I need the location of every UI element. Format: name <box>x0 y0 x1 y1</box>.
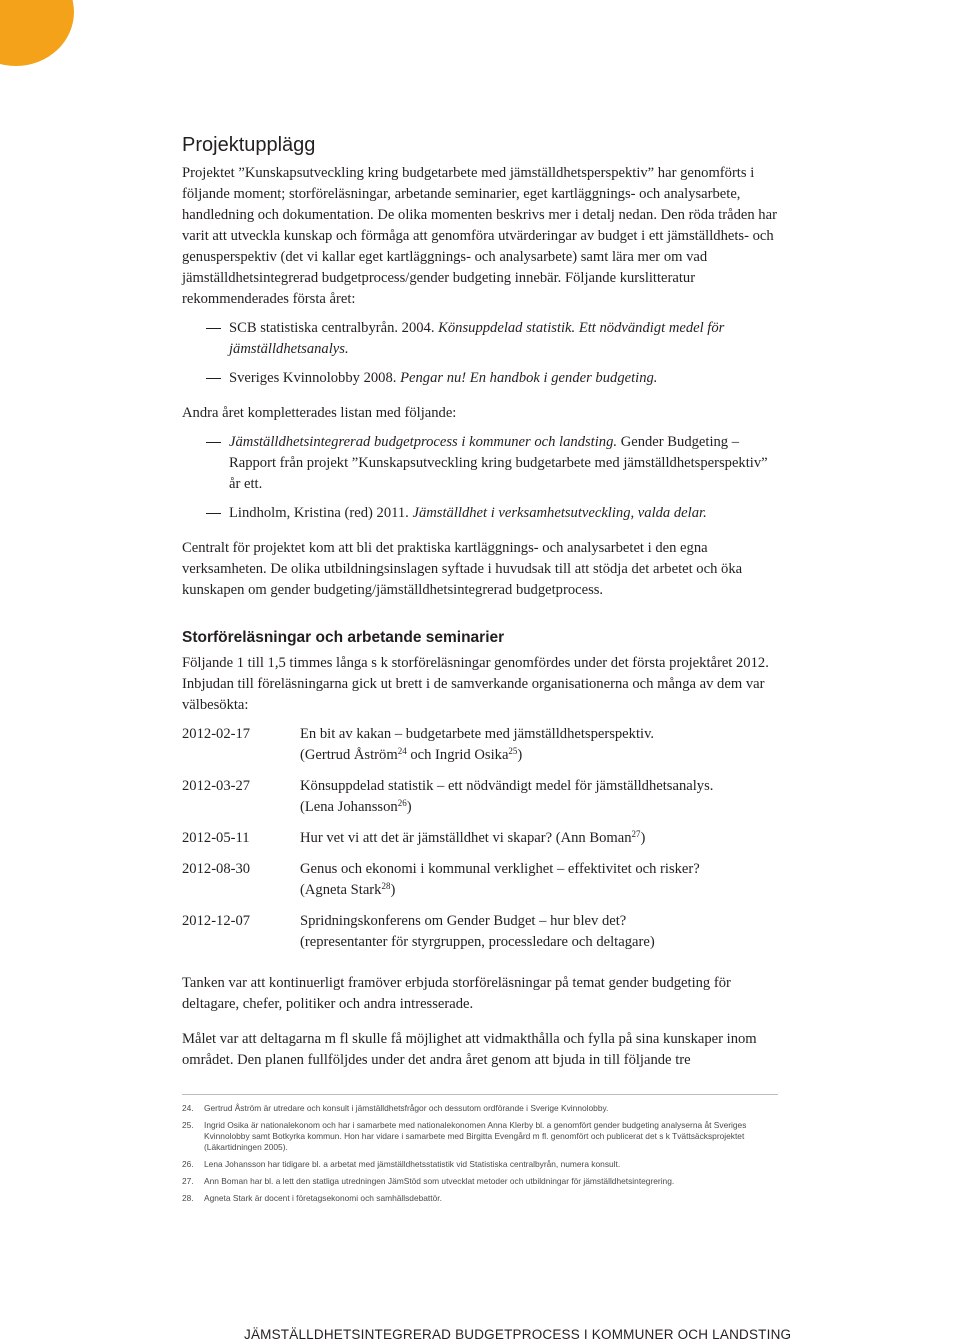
lecture-entry <box>182 911 778 953</box>
section-title: Projektupplägg <box>182 134 316 156</box>
footnote-number: 24. <box>182 1103 194 1113</box>
footnote-text: Ingrid Osika är nationalekonom och har i samarbete med nationalekonomen Anna Klerby bl. a genomfört gender budgeting analyserna åt Sveriges Kvinnolobby samt Botkyrka kommun. Hon har vidare i samarbete med Birgitta Evengård m fl. genomfört och publicerat det s k Tvättsäcksprojektet (Läkartidningen 2005). <box>204 1120 747 1152</box>
footnotes <box>182 1103 782 1210</box>
footnote <box>182 1103 782 1114</box>
lecture-title: Spridningskonferens om Gender Budget – hur blev det? <box>300 913 627 929</box>
footnote-divider <box>182 1094 778 1095</box>
central-paragraph: Centralt för projektet kom att bli det praktiska kartläggnings- och analysarbetet i den egna verksamheten. De olika utbildningsinslagen syftade i huvudsak till att stödja det arbetet och öka kunskapen om gender budgeting/jämställdhetsintegrerad budgetprocess. <box>182 540 743 598</box>
literature-item <box>182 318 778 360</box>
footnote <box>182 1193 782 1204</box>
lecture-speaker: (Gertrud Åström$^{24}$ och Ingrid Osika$^{25}$) <box>300 746 523 763</box>
footnote-number: 27. <box>182 1176 194 1186</box>
lecture-title: En bit av kakan – budgetarbete med jämställdhetsperspektiv. <box>300 726 655 742</box>
lectures-intro: Följande 1 till 1,5 timmes långa s k storföreläsningar genomfördes under det första projektåret 2012. Inbjudan till föreläsningarna gick ut brett i de samverkande organisationerna och många av dem var välbesökta: <box>182 655 769 713</box>
footnote-text: Agneta Stark är docent i företagsekonomi och samhällsdebattör. <box>204 1193 442 1203</box>
literature-title: Könsuppdelad statistik. Ett nödvändigt medel för jämställdhetsanalys. <box>229 320 725 357</box>
closing-paragraph: Målet var att deltagarna m fl skulle få möjlighet att vidmakthålla och fylla på sina kunskaper inom området. Den planen fullföljdes under det andra året genom att bjuda in till följande tre <box>182 1031 757 1068</box>
lecture-speaker: (representanter för styrgruppen, processledare och deltagare) <box>300 934 655 950</box>
lecture-title: Genus och ekonomi i kommunal verklighet – effektivitet och risker? <box>300 861 700 877</box>
lecture-entry <box>182 776 778 818</box>
subsection-title: Storföreläsningar och arbetande seminarier <box>182 629 505 646</box>
lecture-entry <box>182 724 778 766</box>
lecture-entry <box>182 859 778 901</box>
literature-title: Jämställdhet i verksamhetsutveckling, valda delar. <box>412 505 707 521</box>
second-year-paragraph: Andra året kompletterades listan med följande: <box>182 405 457 421</box>
footnote <box>182 1120 782 1153</box>
main-content <box>182 134 778 1071</box>
footnote-number: 28. <box>182 1193 194 1203</box>
page-footer: JÄMSTÄLLDHETSINTEGRERAD BUDGETPROCESS I KOMMUNER OCH LANDSTING <box>244 1327 792 1342</box>
lecture-title: Hur vet vi att det är jämställdhet vi skapar? (Ann Boman <box>300 830 632 846</box>
lecture-entry: 2012-05-11 Hur vet vi att det är jämställdhet vi skapar? (Ann Boman$^{27}$) <box>182 828 778 849</box>
footnote <box>182 1176 782 1187</box>
literature-title: Pengar nu! En handbok i gender budgeting. <box>400 370 658 386</box>
footnote-number: 26. <box>182 1159 194 1169</box>
lecture-date: 2012-12-07 <box>182 913 251 929</box>
literature-item <box>182 432 778 495</box>
footnote <box>182 1159 782 1170</box>
lecture-date: 2012-05-11 <box>182 830 250 846</box>
lecture-speaker: (Lena Johansson$^{26}$) <box>300 798 412 815</box>
lecture-speaker: (Agneta Stark$^{28}$) <box>300 881 396 898</box>
literature-author: Sveriges Kvinnolobby 2008. <box>229 370 401 386</box>
literature-item <box>182 503 778 524</box>
page-number-badge <box>0 0 74 66</box>
lecture-title: Könsuppdelad statistik – ett nödvändigt medel för jämställdhetsanalys. <box>300 778 714 794</box>
footnote-text: Lena Johansson har tidigare bl. a arbetat med jämställdhetsstatistik vid Statistiska centralbyrån, numera konsult. <box>204 1159 621 1169</box>
literature-item <box>182 368 778 389</box>
lecture-date: 2012-08-30 <box>182 861 251 877</box>
footnote-text: Ann Boman har bl. a lett den statliga utredningen JämStöd som utvecklat metoder och utbildningar för jämställdhetsintegrering. <box>204 1176 675 1186</box>
literature-author: Lindholm, Kristina (red) 2011. <box>229 505 413 521</box>
footnote-text: Gertrud Åström är utredare och konsult i jämställdhetsfrågor och dessutom ordförande i Sverige Kvinnolobby. <box>204 1103 609 1113</box>
literature-title: Jämställdhetsintegrerad budgetprocess i kommuner och landsting. <box>229 434 618 450</box>
literature-description: – Rapport från projekt ”Kunskapsutveckling kring budgetarbete med jämställdhetsperspektiv” år ett. <box>229 434 768 492</box>
lecture-date: 2012-02-17 <box>182 726 251 742</box>
lecture-date: 2012-03-27 <box>182 778 251 794</box>
closing-paragraph: Tanken var att kontinuerligt framöver erbjuda storföreläsningar på temat gender budgeting för deltagare, chefer, politiker och andra intresserade. <box>182 975 731 1012</box>
footnote-number: 25. <box>182 1120 194 1130</box>
intro-paragraph: Projektet ”Kunskapsutveckling kring budgetarbete med jämställdhetsperspektiv” har genomförts i följande moment; storföreläsningar, arbetande seminarier, eget kartläggnings- och analysarbete, handledning och dokumentation. De olika momenten beskrivs mer i detalj nedan. Den röda tråden har varit att utveckla kunskap och förmåga att genomföra utvärderingar av budget i ett jämställdhets- och genusperspektiv (det vi kallar eget kartläggnings- och analysarbete) samt lära mer om vad jämställdhetsintegrerad budgetprocess/gender budgeting innebär. Följande kurslitteratur rekommenderades första året: <box>182 165 777 307</box>
literature-subtitle: Gender Budgeting <box>617 434 729 450</box>
literature-author: SCB statistiska centralbyrån. 2004. <box>229 320 439 336</box>
